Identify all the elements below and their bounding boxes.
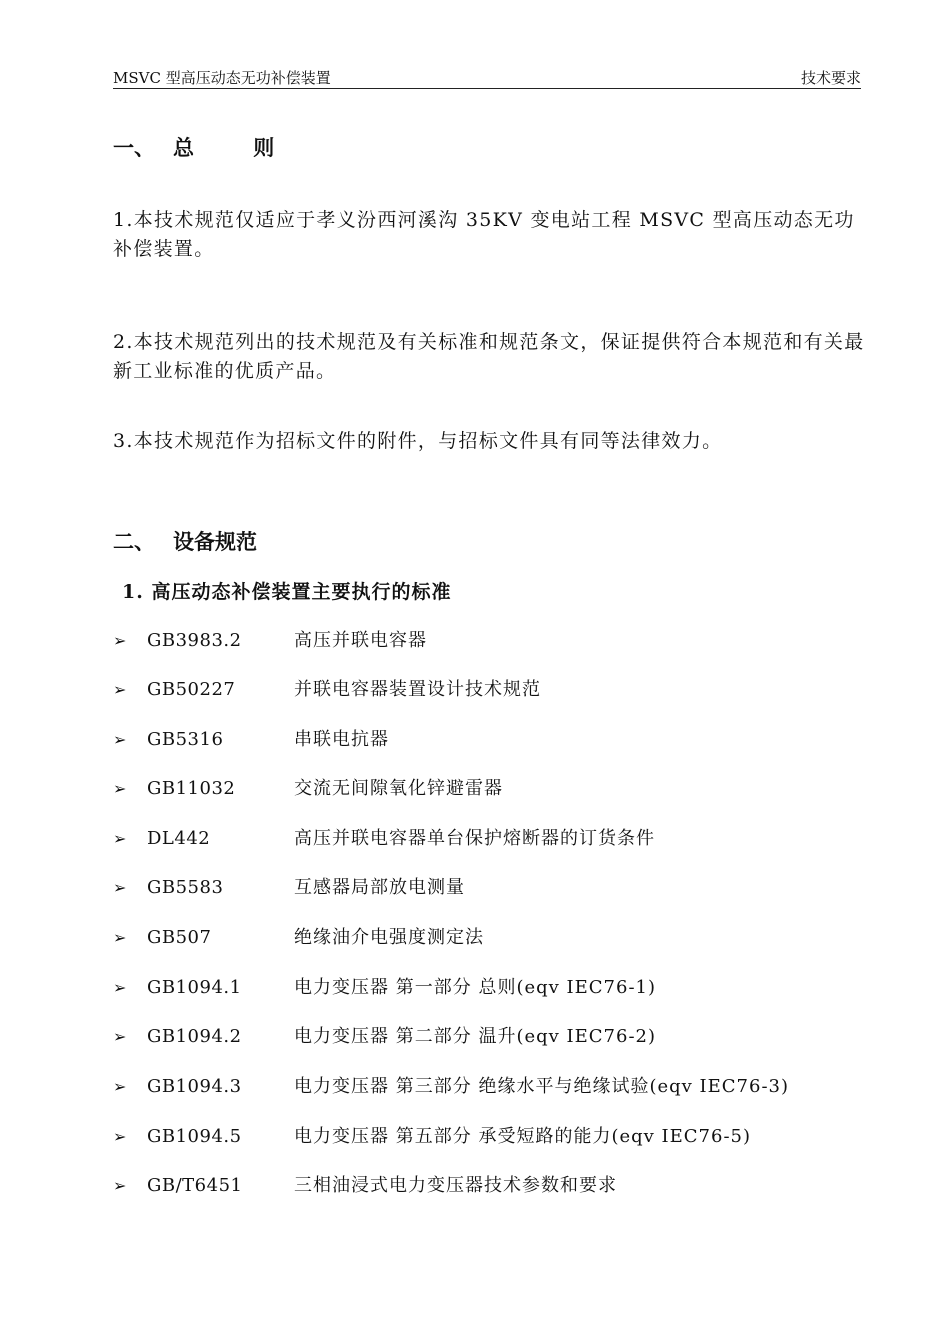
standard-description: 电力变压器 第五部分 承受短路的能力(eqv IEC76-5) (294, 1126, 752, 1147)
paragraph-2: 2.本技术规范列出的技术规范及有关标准和规范条文，保证提供符合本规范和有关最新工业标准的优质产品。 (113, 331, 865, 382)
standard-code: GB5583 (147, 877, 224, 898)
list-item (113, 974, 873, 1002)
standard-description: 交流无间隙氧化锌避雷器 (294, 778, 503, 799)
arrow-bullet-icon: ➢ (113, 978, 127, 997)
subsection-heading: 1. 高压动态补偿装置主要执行的标准 (122, 581, 452, 603)
section-1-title: 总 则 (173, 135, 301, 160)
standard-description: 高压并联电容器单台保护熔断器的订货条件 (294, 828, 655, 849)
standard-code: GB11032 (147, 778, 236, 799)
list-item (113, 874, 873, 902)
section-2-title: 设备规范 (173, 529, 257, 554)
standard-description: 高压并联电容器 (294, 630, 427, 651)
standard-description: 电力变压器 第二部分 温升(eqv IEC76-2) (294, 1026, 657, 1047)
arrow-bullet-icon: ➢ (113, 1176, 127, 1195)
standard-code: GB1094.1 (147, 977, 242, 998)
header-title: MSVC 型高压动态无功补偿装置 (113, 69, 331, 87)
arrow-bullet-icon: ➢ (113, 631, 127, 650)
standard-code: GB1094.5 (147, 1126, 242, 1147)
standard-description: 串联电抗器 (294, 729, 389, 750)
arrow-bullet-icon: ➢ (113, 1127, 127, 1146)
standard-description: 并联电容器装置设计技术规范 (294, 679, 541, 700)
section-1-heading (113, 134, 300, 162)
standard-code: GB1094.3 (147, 1076, 242, 1097)
standard-description: 互感器局部放电测量 (294, 877, 465, 898)
standard-code: GB5316 (147, 729, 224, 750)
list-item (113, 1172, 873, 1200)
arrow-bullet-icon: ➢ (113, 1077, 127, 1096)
list-item (113, 627, 873, 655)
standard-code: GB/T6451 (147, 1175, 243, 1196)
list-item (113, 1023, 873, 1051)
standard-description: 电力变压器 第三部分 绝缘水平与绝缘试验(eqv IEC76-3) (294, 1076, 790, 1097)
arrow-bullet-icon: ➢ (113, 680, 127, 699)
standard-code: GB50227 (147, 679, 236, 700)
paragraph-3: 3.本技术规范作为招标文件的附件，与招标文件具有同等法律效力。 (113, 430, 723, 452)
standard-code: GB507 (147, 927, 212, 948)
standard-code: DL442 (147, 828, 211, 849)
header-section: 技术要求 (800, 69, 861, 87)
list-item (113, 726, 873, 754)
arrow-bullet-icon: ➢ (113, 829, 127, 848)
list-item (113, 1123, 873, 1151)
standard-description: 三相油浸式电力变压器技术参数和要求 (294, 1175, 617, 1196)
page-header (113, 68, 861, 89)
list-item (113, 775, 873, 803)
section-2-number: 二、 (113, 529, 155, 554)
list-item (113, 924, 873, 952)
paragraph-1: 1.本技术规范仅适应于孝义汾西河溪沟 35KV 变电站工程 MSVC 型高压动态无功补偿装置。 (113, 209, 855, 260)
arrow-bullet-icon: ➢ (113, 730, 127, 749)
list-item (113, 825, 873, 853)
standard-code: GB1094.2 (147, 1026, 242, 1047)
arrow-bullet-icon: ➢ (113, 928, 127, 947)
list-item (113, 1073, 873, 1101)
arrow-bullet-icon: ➢ (113, 878, 127, 897)
section-2-heading (113, 528, 257, 556)
arrow-bullet-icon: ➢ (113, 1027, 127, 1046)
standard-code: GB3983.2 (147, 630, 242, 651)
section-1-number: 一、 (113, 135, 155, 160)
arrow-bullet-icon: ➢ (113, 779, 127, 798)
standard-description: 绝缘油介电强度测定法 (294, 927, 484, 948)
standard-description: 电力变压器 第一部分 总则(eqv IEC76-1) (294, 977, 657, 998)
list-item (113, 676, 873, 704)
